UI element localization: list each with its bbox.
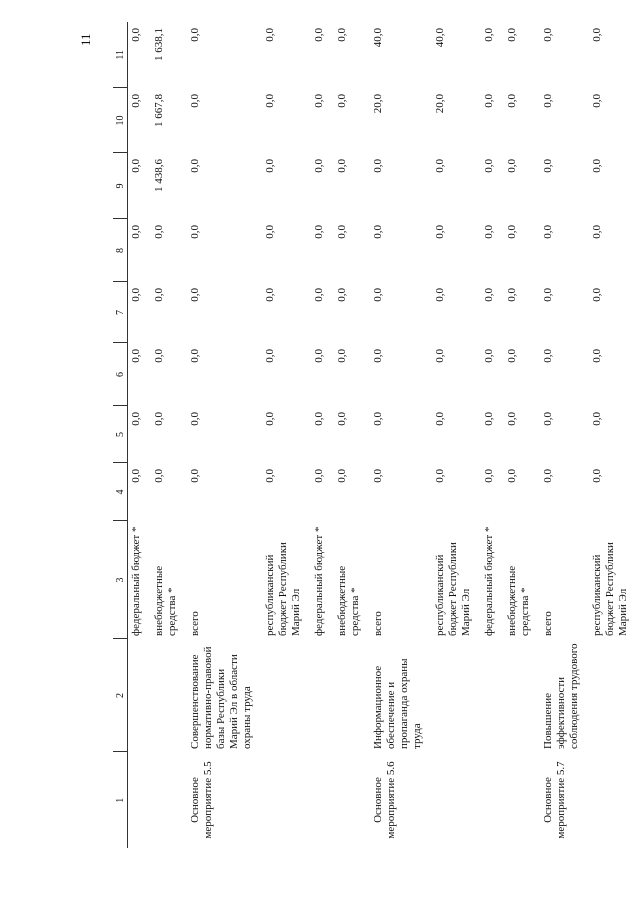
- value-cell: 0,0: [264, 94, 276, 108]
- value-cell: 0,0: [336, 412, 348, 426]
- measure-code-cell: [481, 752, 504, 848]
- measure-code-cell: [432, 752, 481, 848]
- value-cell: 20,0: [372, 94, 384, 114]
- funding-source-cell: всего: [542, 611, 554, 636]
- value-cell: 0,0: [153, 349, 165, 363]
- value-cell: 0,0: [506, 412, 518, 426]
- value-cell: 0,0: [542, 94, 554, 108]
- value-cell: 0,0: [130, 288, 142, 302]
- value-cell: 0,0: [336, 28, 348, 42]
- funding-source-cell: федеральный бюджет *: [483, 526, 495, 636]
- value-cell: 0,0: [506, 349, 518, 363]
- measure-name-cell: [589, 639, 638, 752]
- measure-code-cell: [589, 752, 638, 848]
- table-row: [128, 22, 152, 848]
- value-cell: 0,0: [153, 288, 165, 302]
- value-cell: 0,0: [483, 412, 495, 426]
- value-cell: 0,0: [153, 469, 165, 483]
- value-cell: 0,0: [189, 159, 201, 173]
- value-cell: 0,0: [313, 159, 325, 173]
- column-header: 7: [113, 282, 128, 343]
- value-cell: 0,0: [506, 225, 518, 239]
- value-cell: 0,0: [542, 159, 554, 173]
- funding-source-cell: республиканский бюджет Республики Марий Эл: [434, 542, 472, 636]
- value-cell: 0,0: [313, 225, 325, 239]
- measure-code-cell: Основное мероприятие 5.5: [189, 761, 214, 839]
- measure-name-cell: [151, 639, 187, 752]
- value-cell: 0,0: [483, 225, 495, 239]
- value-cell: 0,0: [264, 349, 276, 363]
- measure-code-cell: [151, 752, 187, 848]
- value-cell: 0,0: [189, 94, 201, 108]
- value-cell: 0,0: [264, 159, 276, 173]
- value-cell: 0,0: [591, 288, 603, 302]
- value-cell: 0,0: [434, 412, 446, 426]
- funding-source-cell: всего: [189, 611, 201, 636]
- value-cell: 0,0: [372, 469, 384, 483]
- value-cell: 0,0: [264, 469, 276, 483]
- value-cell: 0,0: [372, 412, 384, 426]
- measure-name-cell: [481, 639, 504, 752]
- value-cell: 0,0: [130, 349, 142, 363]
- table-row: [504, 22, 540, 848]
- value-cell: 0,0: [506, 94, 518, 108]
- value-cell: 0,0: [372, 288, 384, 302]
- value-cell: 0,0: [153, 225, 165, 239]
- measure-name-cell: [432, 639, 481, 752]
- value-cell: 0,0: [542, 349, 554, 363]
- value-cell: 0,0: [264, 412, 276, 426]
- value-cell: 0,0: [130, 225, 142, 239]
- value-cell: 0,0: [130, 159, 142, 173]
- value-cell: 0,0: [483, 94, 495, 108]
- column-header: 6: [113, 343, 128, 406]
- value-cell: 0,0: [336, 159, 348, 173]
- value-cell: 1 667,8: [153, 94, 165, 127]
- value-cell: 0,0: [506, 288, 518, 302]
- rotated-table-container: [113, 22, 629, 848]
- value-cell: 1 638,1: [153, 28, 165, 61]
- table-row: [540, 22, 589, 848]
- measure-code-cell: Основное мероприятие 5.7: [542, 761, 567, 839]
- measure-name-cell: [504, 639, 540, 752]
- value-cell: 0,0: [542, 28, 554, 42]
- funding-source-cell: федеральный бюджет *: [313, 526, 325, 636]
- measure-name-cell: Информационное обеспечение и пропаганда охраны труда: [372, 658, 423, 749]
- value-cell: 0,0: [264, 28, 276, 42]
- value-cell: 0,0: [542, 412, 554, 426]
- page-number: 11: [78, 33, 93, 46]
- measure-name-cell: Совершенствование нормативно-правовой базы Республики Марий Эл в области охраны труда: [189, 646, 253, 749]
- table-row: [589, 22, 638, 848]
- funding-source-cell: внебюджетные средства *: [506, 565, 531, 636]
- table-row: [481, 22, 504, 848]
- value-cell: 0,0: [434, 469, 446, 483]
- value-cell: 0,0: [313, 469, 325, 483]
- value-cell: 0,0: [372, 159, 384, 173]
- value-cell: 0,0: [130, 28, 142, 42]
- measure-code-cell: [128, 752, 152, 848]
- value-cell: 0,0: [130, 94, 142, 108]
- value-cell: 0,0: [189, 349, 201, 363]
- column-header: 5: [113, 406, 128, 463]
- value-cell: 0,0: [189, 469, 201, 483]
- column-header: 11: [113, 22, 128, 88]
- value-cell: 40,0: [372, 28, 384, 48]
- table-body: [128, 22, 639, 848]
- value-cell: 0,0: [313, 288, 325, 302]
- value-cell: 0,0: [483, 469, 495, 483]
- value-cell: 20,0: [434, 94, 446, 114]
- column-header: 10: [113, 88, 128, 153]
- header-row: [113, 22, 128, 848]
- value-cell: 0,0: [336, 94, 348, 108]
- value-cell: 0,0: [506, 469, 518, 483]
- column-header: 9: [113, 153, 128, 219]
- value-cell: 0,0: [336, 225, 348, 239]
- funding-source-cell: внебюджетные средства *: [153, 565, 178, 636]
- value-cell: 0,0: [372, 225, 384, 239]
- funding-source-cell: республиканский бюджет Республики Марий Эл: [591, 542, 629, 636]
- table-row: [334, 22, 370, 848]
- value-cell: 0,0: [313, 94, 325, 108]
- value-cell: 0,0: [264, 288, 276, 302]
- value-cell: 0,0: [189, 412, 201, 426]
- funding-source-cell: республиканский бюджет Республики Марий Эл: [264, 542, 302, 636]
- value-cell: 0,0: [506, 28, 518, 42]
- value-cell: 0,0: [591, 28, 603, 42]
- measure-code-cell: [311, 752, 334, 848]
- funding-source-cell: федеральный бюджет *: [130, 526, 142, 636]
- column-header: 4: [113, 463, 128, 521]
- value-cell: 0,0: [313, 349, 325, 363]
- value-cell: 0,0: [542, 288, 554, 302]
- value-cell: 0,0: [542, 225, 554, 239]
- value-cell: 0,0: [483, 159, 495, 173]
- value-cell: 0,0: [313, 28, 325, 42]
- table-row: [311, 22, 334, 848]
- value-cell: 0,0: [591, 225, 603, 239]
- value-cell: 0,0: [434, 225, 446, 239]
- value-cell: 0,0: [591, 349, 603, 363]
- measure-name-cell: [262, 639, 311, 752]
- column-header: 3: [113, 521, 128, 639]
- measure-name-cell: [311, 639, 334, 752]
- value-cell: 0,0: [313, 412, 325, 426]
- value-cell: 0,0: [542, 469, 554, 483]
- table-row: [370, 22, 432, 848]
- funding-table: [113, 22, 638, 848]
- funding-source-cell: всего: [372, 611, 384, 636]
- value-cell: 0,0: [591, 412, 603, 426]
- value-cell: 0,0: [591, 469, 603, 483]
- value-cell: 0,0: [483, 288, 495, 302]
- column-header: 8: [113, 219, 128, 282]
- measure-code-cell: [334, 752, 370, 848]
- table-row: [262, 22, 311, 848]
- value-cell: 0,0: [434, 349, 446, 363]
- value-cell: 40,0: [434, 28, 446, 48]
- measure-code-cell: Основное мероприятие 5.6: [372, 761, 397, 839]
- measure-name-cell: [128, 639, 152, 752]
- value-cell: 0,0: [434, 159, 446, 173]
- value-cell: 0,0: [483, 349, 495, 363]
- column-header: 1: [113, 752, 128, 848]
- value-cell: 0,0: [483, 28, 495, 42]
- value-cell: 0,0: [336, 288, 348, 302]
- column-header: 2: [113, 639, 128, 752]
- value-cell: 0,0: [506, 159, 518, 173]
- value-cell: 1 438,6: [153, 159, 165, 192]
- value-cell: 0,0: [189, 225, 201, 239]
- funding-source-cell: внебюджетные средства *: [336, 565, 361, 636]
- value-cell: 0,0: [264, 225, 276, 239]
- value-cell: 0,0: [189, 28, 201, 42]
- value-cell: 0,0: [591, 159, 603, 173]
- value-cell: 0,0: [189, 288, 201, 302]
- value-cell: 0,0: [434, 288, 446, 302]
- value-cell: 0,0: [130, 469, 142, 483]
- measure-name-cell: [334, 639, 370, 752]
- value-cell: 0,0: [336, 469, 348, 483]
- measure-code-cell: [262, 752, 311, 848]
- measure-name-cell: Повышение эффективности соблюдения трудового: [542, 643, 580, 749]
- value-cell: 0,0: [130, 412, 142, 426]
- value-cell: 0,0: [336, 349, 348, 363]
- table-row: [432, 22, 481, 848]
- value-cell: 0,0: [372, 349, 384, 363]
- measure-code-cell: [504, 752, 540, 848]
- value-cell: 0,0: [591, 94, 603, 108]
- value-cell: 0,0: [153, 412, 165, 426]
- table-row: [187, 22, 262, 848]
- table-row: [151, 22, 187, 848]
